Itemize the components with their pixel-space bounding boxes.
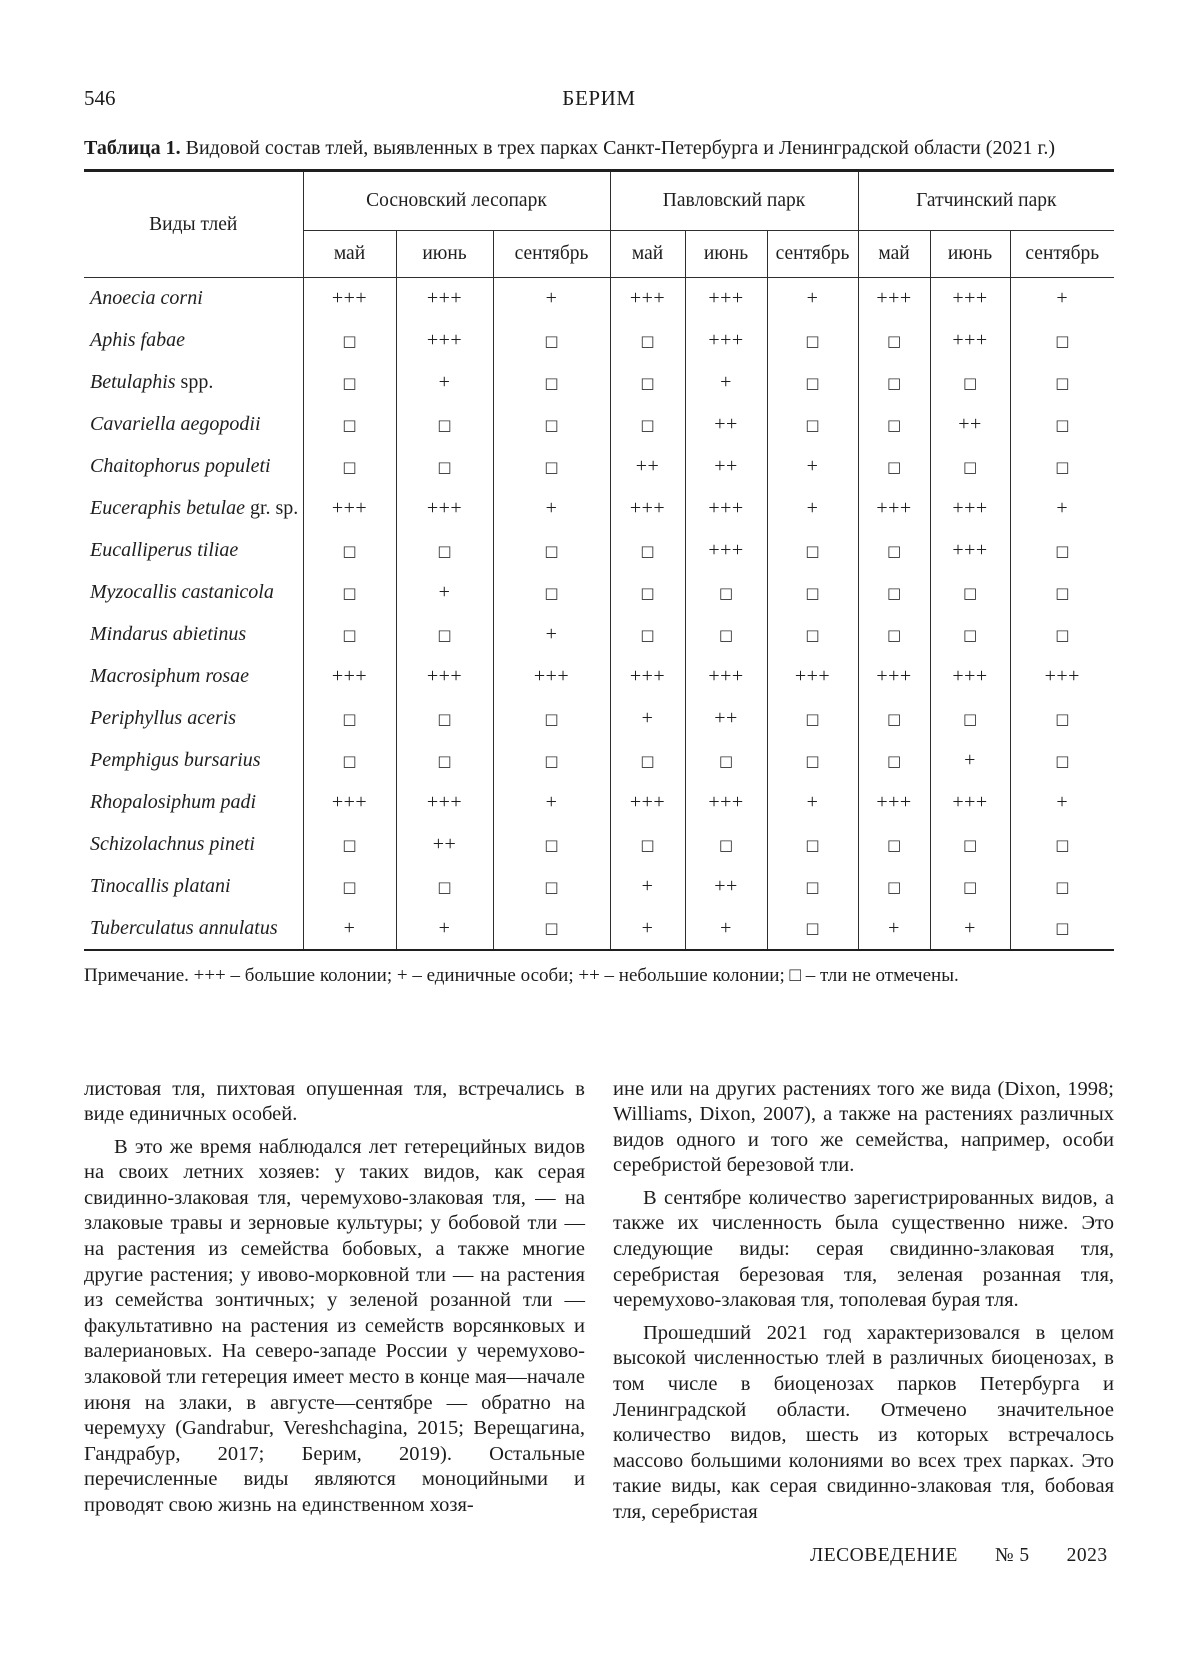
species-name: Pemphigus bursarius (90, 749, 261, 771)
abundance-cell: + (303, 908, 396, 950)
abundance-cell: □ (1010, 320, 1114, 362)
species-name: Tinocallis platani (90, 875, 231, 897)
table-row (84, 488, 1114, 530)
table-row (84, 656, 1114, 698)
abundance-cell: □ (858, 362, 930, 404)
abundance-cell: □ (858, 866, 930, 908)
abundance-cell: +++ (767, 656, 858, 698)
species-name: Rhopalosiphum padi (90, 791, 257, 813)
abundance-cell: +++ (685, 278, 767, 320)
abundance-cell: □ (858, 698, 930, 740)
abundance-cell: □ (303, 698, 396, 740)
abundance-cell: +++ (930, 488, 1010, 530)
abundance-cell: ++ (685, 698, 767, 740)
abundance-cell: □ (1010, 866, 1114, 908)
abundance-cell: □ (930, 866, 1010, 908)
abundance-cell: □ (1010, 362, 1114, 404)
abundance-cell: +++ (858, 278, 930, 320)
footer-issue-number: № 5 (994, 1545, 1030, 1566)
table-row (84, 614, 1114, 656)
abundance-cell: □ (1010, 824, 1114, 866)
abundance-cell: + (396, 908, 493, 950)
month-header: сентябрь (767, 231, 858, 278)
abundance-cell: □ (303, 614, 396, 656)
abundance-cell: +++ (610, 782, 685, 824)
table-header (84, 171, 1114, 278)
abundance-cell: □ (610, 404, 685, 446)
abundance-cell: □ (767, 572, 858, 614)
abundance-cell: □ (610, 362, 685, 404)
abundance-cell: + (610, 908, 685, 950)
table-caption-text: Видовой состав тлей, выявленных в трех парках Санкт-Петербурга и Ленинградской области (2021 г.) (185, 137, 1056, 159)
aphid-species-table (84, 169, 1114, 951)
abundance-cell: +++ (396, 656, 493, 698)
abundance-cell: □ (493, 320, 610, 362)
abundance-cell: + (767, 278, 858, 320)
species-name: Periphyllus aceris (90, 707, 237, 729)
abundance-cell: + (493, 782, 610, 824)
abundance-cell: + (396, 572, 493, 614)
running-head (84, 86, 1114, 112)
abundance-cell: □ (1010, 404, 1114, 446)
footer-year: 2023 (1066, 1545, 1108, 1566)
abundance-cell: □ (930, 446, 1010, 488)
park-header-sosnovsky: Сосновский лесопарк (303, 171, 610, 231)
abundance-cell: □ (610, 572, 685, 614)
abundance-cell: +++ (930, 656, 1010, 698)
abundance-cell: □ (610, 824, 685, 866)
table-row (84, 362, 1114, 404)
abundance-cell: ++ (396, 824, 493, 866)
abundance-cell: ++ (610, 446, 685, 488)
species-name: Eucalliperus tiliae (90, 539, 239, 561)
table-row (84, 740, 1114, 782)
abundance-cell: □ (610, 614, 685, 656)
table-footnote: Примечание. +++ – большие колонии; + – единичные особи; ++ – небольшие колонии; □ – тли не отмечены. (84, 964, 959, 986)
abundance-cell: +++ (685, 782, 767, 824)
abundance-cell: +++ (303, 782, 396, 824)
paragraph: Прошедший 2021 год характеризовался в целом высокой численностью тлей в различных биоценозах, в том числе в биоценозах парков Петербурга и Ленинградской области. Отмечено значительное количество видов, шесть из которых встречалось массово большими колониями во всех трех парках. Это такие виды, как серая свидинно-злаковая тля, бобовая тля, серебристая (613, 1321, 1114, 1523)
abundance-cell: □ (303, 824, 396, 866)
abundance-cell: +++ (1010, 656, 1114, 698)
table-body (84, 278, 1114, 950)
species-name: Mindarus abietinus (90, 623, 247, 645)
running-head-author: БЕРИМ (562, 86, 636, 110)
abundance-cell: □ (610, 530, 685, 572)
month-header: май (303, 231, 396, 278)
abundance-cell: □ (493, 866, 610, 908)
month-header: сентябрь (493, 231, 610, 278)
abundance-cell: □ (303, 740, 396, 782)
species-name: Anoecia corni (90, 287, 203, 310)
abundance-cell: +++ (858, 782, 930, 824)
abundance-cell: □ (493, 404, 610, 446)
abundance-cell: □ (767, 740, 858, 782)
abundance-cell: □ (685, 614, 767, 656)
table-label: Таблица 1. (84, 137, 181, 159)
abundance-cell: □ (493, 908, 610, 950)
abundance-cell: +++ (930, 782, 1010, 824)
text-column-right (613, 1077, 1114, 1526)
abundance-cell: + (610, 866, 685, 908)
month-header: сентябрь (1010, 231, 1114, 278)
abundance-cell: +++ (685, 530, 767, 572)
species-name: Aphis fabae (90, 329, 185, 351)
abundance-cell: +++ (858, 656, 930, 698)
abundance-cell: □ (1010, 446, 1114, 488)
abundance-cell: □ (493, 572, 610, 614)
abundance-cell: □ (858, 614, 930, 656)
abundance-cell: + (767, 446, 858, 488)
abundance-cell: □ (930, 614, 1010, 656)
abundance-cell: +++ (685, 656, 767, 698)
abundance-cell: □ (493, 530, 610, 572)
abundance-cell: □ (767, 614, 858, 656)
abundance-cell: □ (303, 446, 396, 488)
table-row (84, 446, 1114, 488)
abundance-cell: □ (493, 740, 610, 782)
abundance-cell: □ (858, 446, 930, 488)
abundance-cell: □ (930, 362, 1010, 404)
abundance-cell: □ (303, 404, 396, 446)
abundance-cell: +++ (396, 320, 493, 362)
abundance-cell: □ (858, 530, 930, 572)
abundance-cell: + (1010, 488, 1114, 530)
abundance-cell: +++ (303, 656, 396, 698)
abundance-cell: □ (767, 362, 858, 404)
abundance-cell: □ (930, 698, 1010, 740)
abundance-cell: □ (396, 698, 493, 740)
abundance-cell: + (493, 488, 610, 530)
table-row (84, 866, 1114, 908)
abundance-cell: +++ (493, 656, 610, 698)
abundance-cell: □ (610, 740, 685, 782)
abundance-cell: + (396, 362, 493, 404)
abundance-cell: +++ (930, 530, 1010, 572)
abundance-cell: □ (303, 866, 396, 908)
abundance-cell: □ (767, 866, 858, 908)
body-text (84, 1077, 1114, 1526)
species-name: Betulaphis spp. (90, 371, 214, 393)
abundance-cell: +++ (610, 278, 685, 320)
abundance-cell: □ (858, 320, 930, 362)
park-header-row (84, 171, 1114, 231)
abundance-cell: □ (303, 320, 396, 362)
abundance-cell: □ (767, 530, 858, 572)
month-header: июнь (685, 231, 767, 278)
abundance-cell: +++ (930, 278, 1010, 320)
abundance-cell: □ (1010, 530, 1114, 572)
abundance-cell: □ (930, 824, 1010, 866)
abundance-cell: □ (303, 530, 396, 572)
abundance-cell: □ (303, 572, 396, 614)
abundance-cell: □ (396, 404, 493, 446)
table-row (84, 824, 1114, 866)
table-row (84, 782, 1114, 824)
species-column-header: Виды тлей (84, 171, 303, 278)
abundance-cell: +++ (685, 488, 767, 530)
abundance-cell: ++ (930, 404, 1010, 446)
table-row (84, 404, 1114, 446)
abundance-cell: □ (767, 698, 858, 740)
abundance-cell: + (930, 908, 1010, 950)
abundance-cell: +++ (303, 278, 396, 320)
abundance-cell: □ (396, 614, 493, 656)
month-header: май (610, 231, 685, 278)
species-name: Chaitophorus populeti (90, 455, 271, 477)
abundance-cell: +++ (930, 320, 1010, 362)
abundance-cell: □ (767, 320, 858, 362)
abundance-cell: +++ (396, 782, 493, 824)
abundance-cell: □ (685, 740, 767, 782)
abundance-cell: + (930, 740, 1010, 782)
abundance-cell: □ (767, 908, 858, 950)
species-name: Macrosiphum rosae (90, 665, 250, 687)
month-header: июнь (396, 231, 493, 278)
text-column-left (84, 1077, 585, 1526)
abundance-cell: +++ (303, 488, 396, 530)
table-row (84, 278, 1114, 320)
footer-journal-title: ЛЕСОВЕДЕНИЕ (810, 1545, 958, 1566)
abundance-cell: □ (396, 866, 493, 908)
abundance-cell: + (685, 908, 767, 950)
abundance-cell: □ (493, 698, 610, 740)
abundance-cell: + (1010, 782, 1114, 824)
park-header-gatchinsky: Гатчинский парк (858, 171, 1114, 231)
species-name: Schizolachnus pineti (90, 833, 255, 855)
paragraph: В это же время наблюдался лет гетерецийных видов на своих летних хозяев: у таких видов, как серая свидинно-злаковая тля, черемухово-злаковая тля, — на злаковые травы и зерновые культуры; у бобовой тли — на растения из семейства бобовых, а также многие другие растения; у ивово-морковной тли — на растения из семейства зонтичных; у зеленой розанной тли — факультативно на растения из семейств ворсянковых и валериановых. На северо-западе России у черемухово-злаковой тли гетереция имеет место в конце мая—начале июня на злаки, в августе—сентябре — обратно на черемуху (Gandrabur, Vereshchagina, 2015; Верещагина, Гандрабур, 2017; Берим, 2019). Остальные перечисленные виды являются моноцийными и проводят свою жизнь на единственном хозя- (84, 1135, 585, 1516)
abundance-cell: □ (930, 572, 1010, 614)
table-row (84, 908, 1114, 950)
abundance-cell: + (610, 698, 685, 740)
abundance-cell: + (1010, 278, 1114, 320)
abundance-cell: □ (767, 824, 858, 866)
journal-footer (810, 1545, 1108, 1567)
abundance-cell: □ (493, 362, 610, 404)
abundance-cell: + (493, 278, 610, 320)
month-header: май (858, 231, 930, 278)
abundance-cell: □ (858, 824, 930, 866)
abundance-cell: □ (303, 362, 396, 404)
table-row (84, 320, 1114, 362)
abundance-cell: □ (396, 530, 493, 572)
table-caption (84, 137, 1114, 160)
abundance-cell: +++ (685, 320, 767, 362)
abundance-cell: □ (858, 572, 930, 614)
abundance-cell: +++ (396, 278, 493, 320)
abundance-cell: + (493, 614, 610, 656)
species-name: Myzocallis castanicola (90, 581, 274, 603)
abundance-cell: + (685, 362, 767, 404)
abundance-cell: □ (396, 740, 493, 782)
abundance-cell: ++ (685, 404, 767, 446)
park-header-pavlovsky: Павловский парк (610, 171, 858, 231)
abundance-cell: □ (493, 446, 610, 488)
table-row (84, 698, 1114, 740)
abundance-cell: □ (858, 404, 930, 446)
paragraph: листовая тля, пихтовая опушенная тля, встречались в виде единичных особей. (84, 1077, 585, 1126)
abundance-cell: □ (610, 320, 685, 362)
month-header: июнь (930, 231, 1010, 278)
paragraph: В сентябре количество зарегистрированных видов, а также их численность была существенно ниже. Это следующие виды: серая свидинно-злаковая тля, серебристая березовая тля, зеленая розанная тля, черемухово-злаковая тля, тополевая бурая тля. (613, 1186, 1114, 1312)
abundance-cell: □ (1010, 614, 1114, 656)
abundance-cell: +++ (610, 656, 685, 698)
table-row (84, 530, 1114, 572)
abundance-cell: □ (685, 824, 767, 866)
abundance-cell: +++ (396, 488, 493, 530)
abundance-cell: +++ (610, 488, 685, 530)
abundance-cell: ++ (685, 446, 767, 488)
table-row (84, 572, 1114, 614)
species-name: Tuberculatus annulatus (90, 916, 278, 939)
abundance-cell: □ (493, 824, 610, 866)
abundance-cell: + (767, 782, 858, 824)
abundance-cell: □ (1010, 572, 1114, 614)
abundance-cell: □ (396, 446, 493, 488)
abundance-cell: +++ (858, 488, 930, 530)
species-name: Cavariella aegopodii (90, 413, 261, 435)
page-number: 546 (84, 86, 116, 110)
abundance-cell: + (858, 908, 930, 950)
abundance-cell: □ (1010, 908, 1114, 950)
abundance-cell: ++ (685, 866, 767, 908)
paragraph: ине или на других растениях того же вида (Dixon, 1998; Williams, Dixon, 2007), а также на растениях различных видов одного и того же семейства, например, особи серебристой березовой тли. (613, 1077, 1114, 1177)
abundance-cell: □ (1010, 740, 1114, 782)
species-name: Euceraphis betulae gr. sp. (90, 497, 299, 519)
abundance-cell: □ (858, 740, 930, 782)
abundance-cell: □ (767, 404, 858, 446)
abundance-cell: + (767, 488, 858, 530)
abundance-cell: □ (1010, 698, 1114, 740)
abundance-cell: □ (685, 572, 767, 614)
